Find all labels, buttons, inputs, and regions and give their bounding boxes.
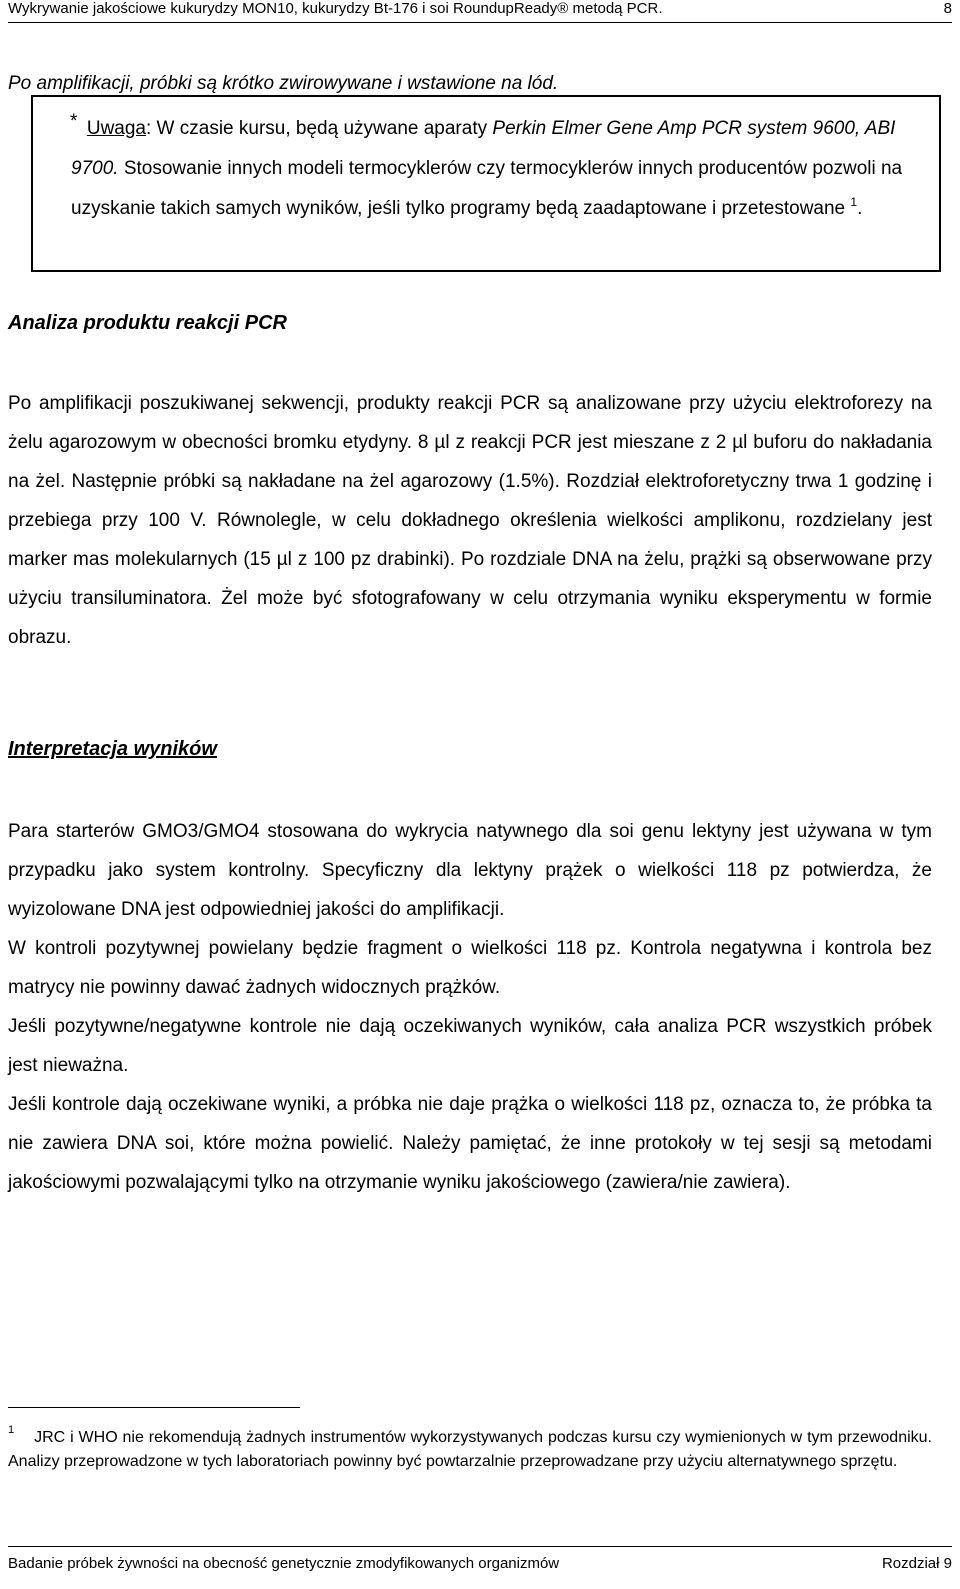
interpretation-paragraph: W kontroli pozytywnej powielany będzie fragment o wielkości 118 pz. Kontrola negatywna i kontrola bez matrycy nie powinny dawać żadnych widocznych prążków. bbox=[8, 938, 932, 998]
footer-title: Badanie próbek żywności na obecność genetycznie zmodyfikowanych organizmów bbox=[8, 1555, 560, 1572]
footer-chapter: Rozdział 9 bbox=[881, 1555, 952, 1572]
page-number: 8 bbox=[943, 0, 952, 17]
footnote-mark: 1 bbox=[8, 1424, 15, 1436]
footnote bbox=[8, 1426, 932, 1474]
page-header bbox=[8, 0, 952, 23]
note-text bbox=[71, 109, 931, 229]
analysis-paragraph: Po amplifikacji poszukiwanej sekwencji, produkty reakcji PCR są analizowane przy użyciu elektroforezy na żelu agarozowym w obecności bromku etydyny. 8 µl z reakcji PCR jest mieszane z 2 µl buforu do nakładania na żel. Następnie próbki są nakładane na żel agarozowy (1.5%). Rozdział elektroforetyczny trwa 1 godzinę i przebiega przy 100 V. Równolegle, w celu dokładnego określenia wielkości amplikonu, rozdzielany jest marker mas molekularnych (15 µl z 100 pz drabinki). Po rozdziale DNA na żelu, prążki są obserwowane przy użyciu transiluminatora. Żel może być sfotografowany w celu otrzymania wyniku eksperymentu w formie obrazu. bbox=[8, 393, 932, 648]
note-asterisk: * bbox=[70, 111, 78, 132]
note-colon-text: : W czasie kursu, będą używane aparaty bbox=[146, 118, 493, 139]
header-title: Wykrywanie jakościowe kukurydzy MON10, kukurydzy Bt-176 i soi RoundupReady® metodą PCR. bbox=[8, 0, 663, 17]
interpretation-body bbox=[8, 812, 932, 1202]
note-box bbox=[31, 95, 941, 272]
note-end: . bbox=[857, 198, 863, 219]
footnote-text: JRC i WHO nie rekomendują żadnych instrumentów wykorzystywanych podczas kursu czy wymienionych w tym przewodniku. Analizy przeprowadzone w tych laboratoriach powinny być powtarzalnie przeprowadzane przy użyciu alternatywnego sprzętu. bbox=[8, 1429, 932, 1470]
section-heading-analysis: Analiza produktu reakcji PCR bbox=[8, 312, 287, 334]
intro-paragraph: Po amplifikacji, próbki są krótko zwirowywane i wstawione na lód. bbox=[8, 73, 559, 94]
interpretation-paragraph: Para starterów GMO3/GMO4 stosowana do wykrycia natywnego dla soi genu lektyny jest używana w tym przypadku jako system kontrolny. Specyficzny dla lektyny prążek o wielkości 118 pz potwierdza, że wyizolowane DNA jest odpowiedniej jakości do amplifikacji. bbox=[8, 821, 932, 920]
interpretation-paragraph: Jeśli kontrole dają oczekiwane wyniki, a próbka nie daje prążka o wielkości 118 pz, oznacza to, że próbka ta nie zawiera DNA soi, które można powielić. Należy pamiętać, że inne protokoły w tej sesji są metodami jakościowymi pozwalającymi tylko na otrzymanie wyniku jakościowego (zawiera/nie zawiera). bbox=[8, 1094, 932, 1193]
note-italic-text: Perkin Elmer Gene Amp PCR system 9600, ABI 9700. bbox=[71, 118, 896, 179]
page-footer bbox=[8, 1546, 952, 1577]
section-heading-interpretation: Interpretacja wyników bbox=[8, 738, 217, 760]
interpretation-paragraph: Jeśli pozytywne/negatywne kontrole nie dają oczekiwanych wyników, cała analiza PCR wszystkich próbek jest nieważna. bbox=[8, 1016, 932, 1076]
note-rest-text: Stosowanie innych modeli termocyklerów czy termocyklerów innych producentów pozwoli na uzyskanie takich samych wyników, jeśli tylko programy będą zaadaptowane i przetestowane bbox=[71, 158, 903, 219]
footnote-separator bbox=[8, 1407, 300, 1408]
note-label: Uwaga bbox=[86, 118, 146, 139]
note-footnote-ref[interactable]: 1 bbox=[850, 195, 858, 209]
